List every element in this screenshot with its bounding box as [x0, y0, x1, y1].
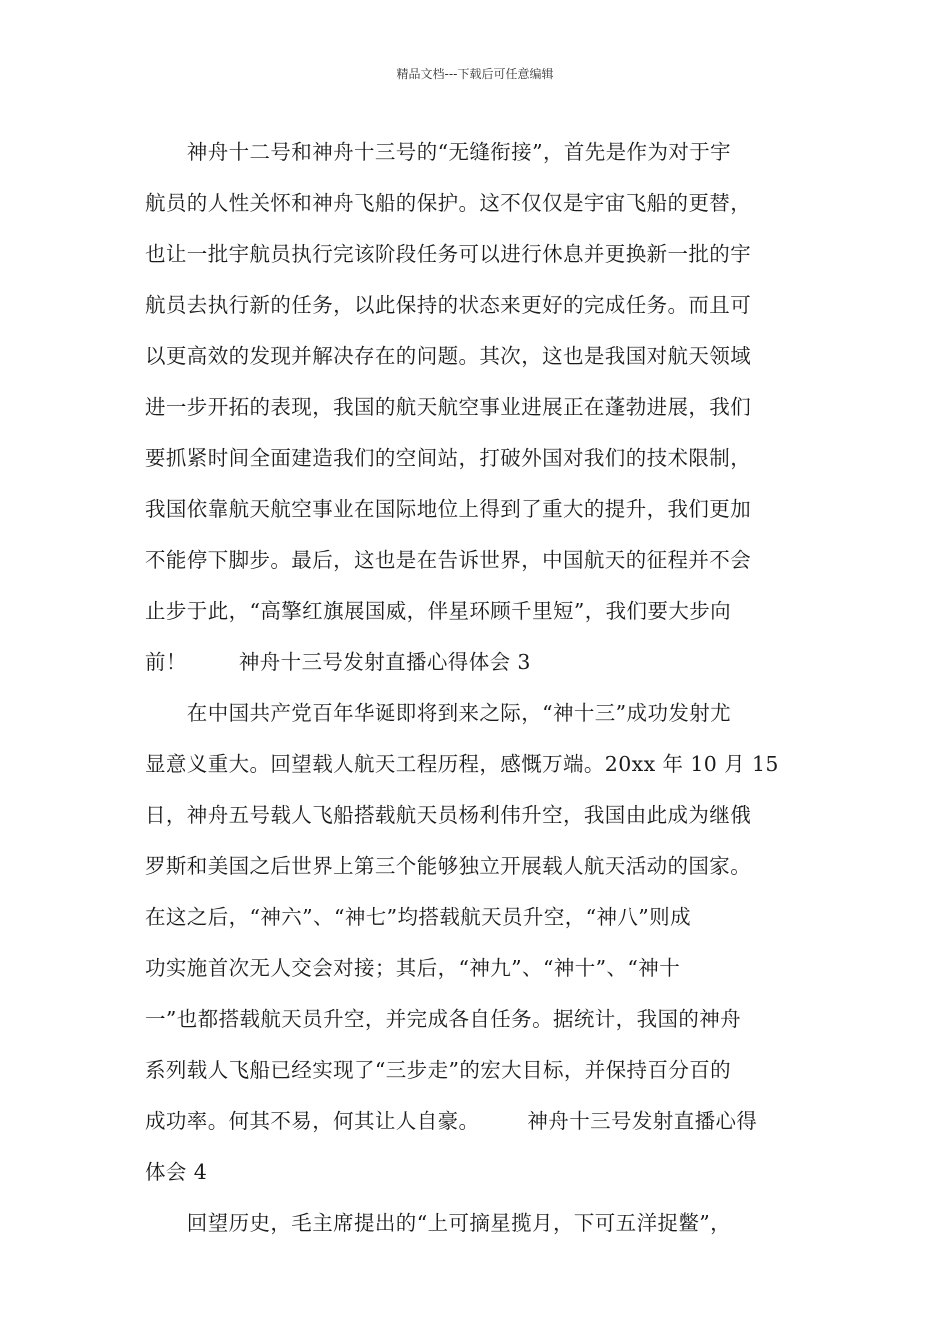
text-line: 回望历史，毛主席提出的“上可摘星揽月，下可五洋捉鳖”，	[145, 1211, 732, 1235]
text-line: 我国依靠航天航空事业在国际地位上得到了重大的提升，我们更加	[145, 497, 752, 521]
page-header: 精品文档---下载后可任意编辑	[396, 67, 554, 81]
text-line: 神舟十二号和神舟十三号的“无缝衔接”，首先是作为对于宇	[145, 140, 732, 164]
text-line: 功实施首次无人交会对接；其后，“神九”、“神十”、“神十	[145, 956, 681, 980]
text-line: 显意义重大。回望载人航天工程历程，感慨万端。20xx 年 10 月 15	[145, 752, 779, 776]
text-line: 系列载人飞船已经实现了“三步走”的宏大目标，并保持百分百的	[145, 1058, 732, 1082]
text-line-with-heading	[145, 1103, 810, 1154]
text-line: 一”也都搭载航天员升空，并完成各自任务。据统计，我国的神舟	[145, 1007, 742, 1031]
text-line: 要抓紧时间全面建造我们的空间站，打破外国对我们的技术限制，	[145, 446, 752, 470]
text-line: 进一步开拓的表现，我国的航天航空事业进展正在蓬勃进展，我们	[145, 395, 752, 419]
text-line: 也让一批宇航员执行完该阶段任务可以进行休息并更换新一批的宇	[145, 242, 752, 266]
text-line: 止步于此，“高擎红旗展国威，伴星环顾千里短”，我们要大步向	[145, 599, 732, 623]
text-line-with-heading	[145, 644, 810, 695]
text-line: 在这之后，“神六”、“神七”均搭载航天员升空，“神八”则成	[145, 905, 691, 929]
text-line: 航员去执行新的任务，以此保持的状态来更好的完成任务。而且可	[145, 293, 752, 317]
text-line: 日，神舟五号载人飞船搭载航天员杨利伟升空，我国由此成为继俄	[145, 803, 752, 827]
section-heading-4: 神舟十三号发射直播心得	[527, 1109, 758, 1133]
text-line: 以更高效的发现并解决存在的问题。其次，这也是我国对航天领域	[145, 344, 752, 368]
text-line: 不能停下脚步。最后，这也是在告诉世界，中国航天的征程并不会	[145, 548, 752, 572]
text-line-part: 前！	[145, 650, 187, 674]
text-line: 在中国共产党百年华诞即将到来之际，“神十三”成功发射尤	[145, 701, 732, 725]
text-line: 航员的人性关怀和神舟飞船的保护。这不仅仅是宇宙飞船的更替，	[145, 191, 752, 215]
document-body	[145, 134, 810, 1256]
text-line-part: 成功率。何其不易，何其让人自豪。	[145, 1109, 480, 1133]
section-heading-3: 神舟十三号发射直播心得体会 3	[238, 650, 531, 674]
section-heading-4-continued: 体会 4	[145, 1160, 208, 1184]
text-line: 罗斯和美国之后世界上第三个能够独立开展载人航天活动的国家。	[145, 854, 752, 878]
